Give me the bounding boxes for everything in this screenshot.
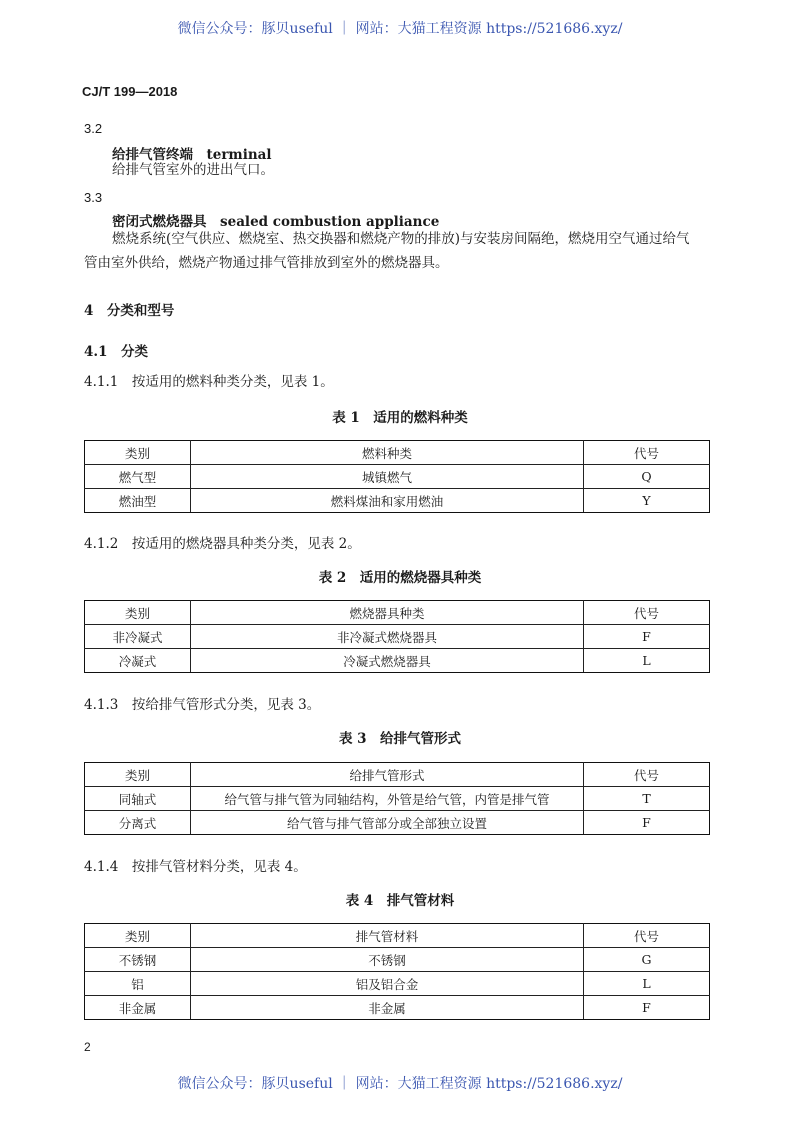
term-definition: 燃烧系统(空气供应、燃烧室、热交换器和燃烧产物的排放)与安装房间隔绝，燃烧用空气通过给气	[112, 231, 690, 247]
table-cell: T	[584, 787, 710, 811]
table-caption: 表 4 排气管材料	[345, 893, 455, 909]
table-cell: F	[584, 811, 710, 835]
table-cell: 给气管与排气管为同轴结构，外管是给气管，内管是排气管	[191, 787, 584, 811]
table-cell: 冷凝式燃烧器具	[191, 649, 584, 673]
table-cell: 铝	[85, 972, 191, 996]
table-cell: 非冷凝式燃烧器具	[191, 625, 584, 649]
table-cell: 铝及铝合金	[191, 972, 584, 996]
table-row	[85, 649, 710, 673]
table-cell: 城镇燃气	[191, 465, 584, 489]
term-definition-continued: 管由室外供给，燃烧产物通过排气管排放到室外的燃烧器具。	[84, 255, 449, 271]
page-number: 2	[84, 1040, 91, 1054]
standard-code: CJ/T 199—2018	[82, 84, 178, 99]
table-1	[84, 440, 710, 513]
table-3	[84, 762, 710, 835]
term-heading: 给排气管终端 terminal	[112, 147, 272, 163]
table-cell: 非冷凝式	[85, 625, 191, 649]
header-cell: 类别	[85, 601, 191, 625]
table-cell: 给气管与排气管部分或全部独立设置	[191, 811, 584, 835]
table-cell: L	[584, 649, 710, 673]
subsection-heading: 4.1 分类	[84, 344, 148, 360]
table-cell: 冷凝式	[85, 649, 191, 673]
table-cell: 燃料煤油和家用燃油	[191, 489, 584, 513]
table-cell: Q	[584, 465, 710, 489]
watermark-top: 微信公众号：豚贝useful ｜ 网站：大猫工程资源 https://521686.xyz/	[177, 21, 623, 37]
table-4	[84, 923, 710, 1020]
table-caption: 表 1 适用的燃料种类	[332, 410, 468, 426]
header-cell: 给排气管形式	[191, 763, 584, 787]
clause-text: 4.1.3 按给排气管形式分类，见表 3。	[84, 697, 321, 713]
table-cell: 同轴式	[85, 787, 191, 811]
header-cell: 代号	[584, 763, 710, 787]
table-caption: 表 3 给排气管形式	[338, 731, 462, 747]
table-cell: F	[584, 996, 710, 1020]
header-cell: 类别	[85, 763, 191, 787]
clause-text: 4.1.2 按适用的燃烧器具种类分类，见表 2。	[84, 536, 361, 552]
clause-number: 3.2	[84, 121, 103, 136]
table-row	[85, 811, 710, 835]
table-cell: 非金属	[191, 996, 584, 1020]
table-row	[85, 625, 710, 649]
table-row	[85, 972, 710, 996]
header-cell: 类别	[85, 441, 191, 465]
term-heading: 密闭式燃烧器具 sealed combustion appliance	[112, 214, 440, 230]
table-cell: Y	[584, 489, 710, 513]
header-cell: 代号	[584, 924, 710, 948]
table-cell: 非金属	[85, 996, 191, 1020]
header-cell: 燃料种类	[191, 441, 584, 465]
table-header-row	[85, 441, 710, 465]
table-row	[85, 465, 710, 489]
table-header-row	[85, 601, 710, 625]
table-caption: 表 2 适用的燃烧器具种类	[318, 570, 482, 586]
table-cell: 不锈钢	[191, 948, 584, 972]
table-row	[85, 787, 710, 811]
clause-text: 4.1.1 按适用的燃料种类分类，见表 1。	[84, 374, 334, 390]
header-cell: 燃烧器具种类	[191, 601, 584, 625]
table-row	[85, 948, 710, 972]
table-cell: F	[584, 625, 710, 649]
header-cell: 代号	[584, 601, 710, 625]
table-2	[84, 600, 710, 673]
table-cell: 分离式	[85, 811, 191, 835]
clause-number: 3.3	[84, 190, 103, 205]
watermark-bottom: 微信公众号：豚贝useful ｜ 网站：大猫工程资源 https://521686.xyz/	[177, 1076, 623, 1092]
table-cell: 燃气型	[85, 465, 191, 489]
clause-text: 4.1.4 按排气管材料分类，见表 4。	[84, 859, 307, 875]
section-heading: 4 分类和型号	[84, 303, 175, 319]
table-header-row	[85, 924, 710, 948]
term-definition: 给排气管室外的进出气口。	[112, 162, 274, 178]
table-row	[85, 489, 710, 513]
table-cell: G	[584, 948, 710, 972]
header-cell: 排气管材料	[191, 924, 584, 948]
header-cell: 代号	[584, 441, 710, 465]
table-header-row	[85, 763, 710, 787]
table-cell: L	[584, 972, 710, 996]
table-row	[85, 996, 710, 1020]
header-cell: 类别	[85, 924, 191, 948]
table-cell: 不锈钢	[85, 948, 191, 972]
table-cell: 燃油型	[85, 489, 191, 513]
